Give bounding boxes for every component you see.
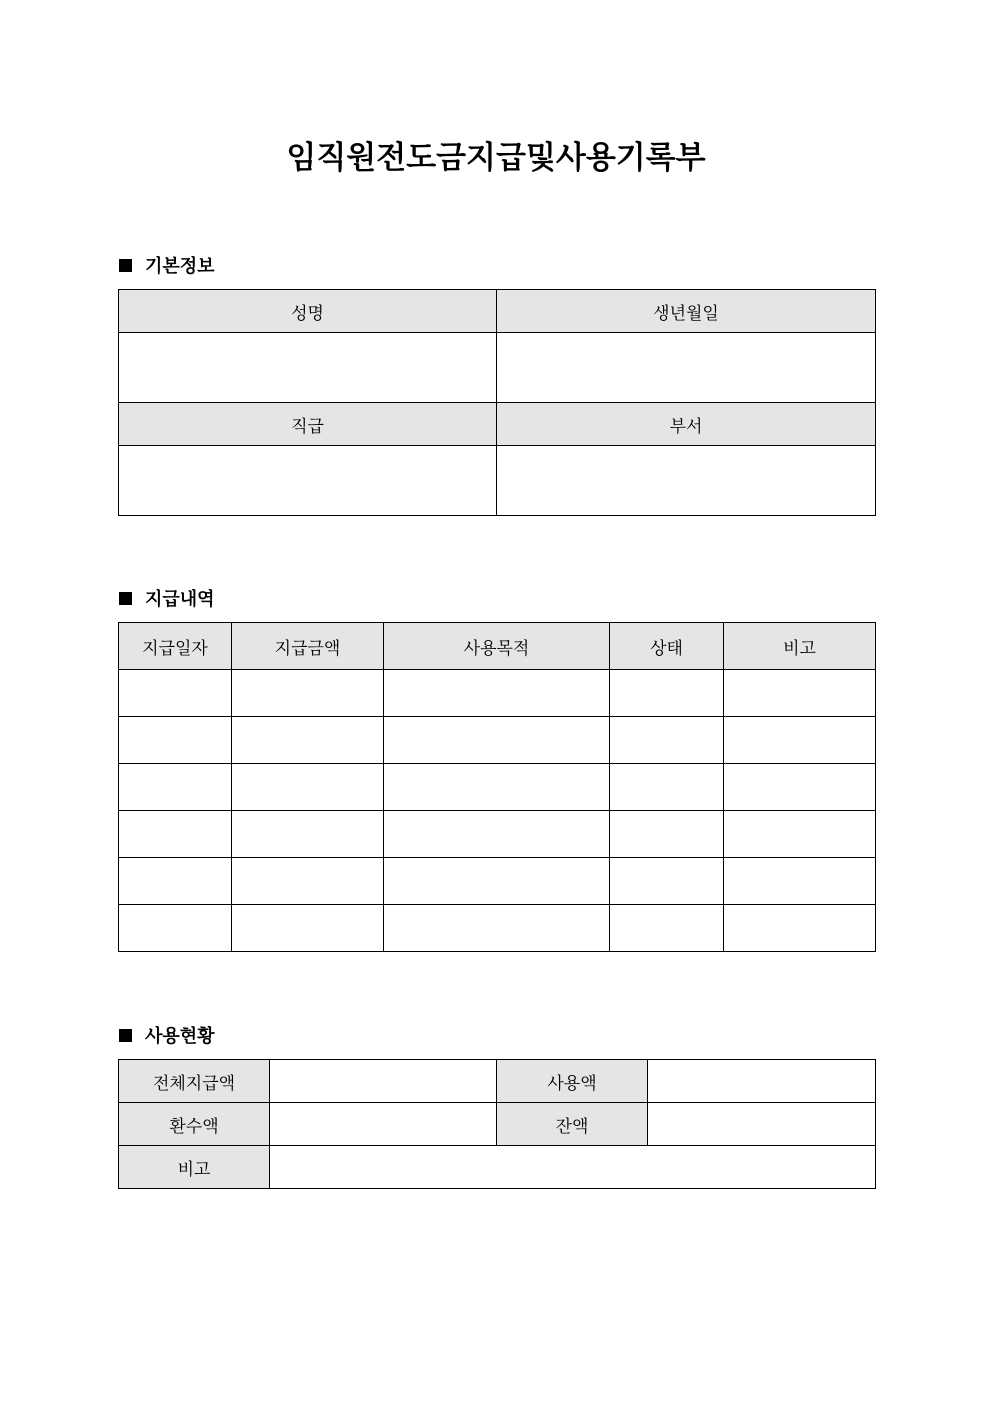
table-cell[interactable]	[384, 764, 610, 811]
table-row	[119, 858, 876, 905]
table-row	[119, 905, 876, 952]
table-cell[interactable]	[119, 905, 232, 952]
name-label: 성명	[119, 290, 497, 333]
balance-field[interactable]	[648, 1103, 876, 1146]
note-label: 비고	[119, 1146, 270, 1189]
square-bullet-icon	[119, 1029, 132, 1042]
table-cell[interactable]	[384, 811, 610, 858]
column-header: 비고	[724, 623, 876, 670]
table-cell[interactable]	[724, 717, 876, 764]
table-cell[interactable]	[610, 764, 724, 811]
total-paid-label: 전체지급액	[119, 1060, 270, 1103]
column-header: 사용목적	[384, 623, 610, 670]
table-cell[interactable]	[610, 811, 724, 858]
column-header: 지급일자	[119, 623, 232, 670]
table-row	[119, 717, 876, 764]
section-heading-basic-label: 기본정보	[145, 256, 215, 277]
birth-label: 생년월일	[497, 290, 876, 333]
table-cell[interactable]	[384, 858, 610, 905]
balance-label: 잔액	[497, 1103, 648, 1146]
column-header: 상태	[610, 623, 724, 670]
table-cell[interactable]	[610, 905, 724, 952]
square-bullet-icon	[119, 259, 132, 272]
section-heading-basic	[119, 253, 215, 277]
table-cell[interactable]	[724, 905, 876, 952]
returned-amount-label: 환수액	[119, 1103, 270, 1146]
table-cell[interactable]	[119, 717, 232, 764]
column-header: 지급금액	[232, 623, 384, 670]
table-cell[interactable]	[119, 764, 232, 811]
basic-info-table	[118, 289, 876, 516]
table-cell[interactable]	[119, 670, 232, 717]
section-heading-usage-label: 사용현황	[145, 1026, 215, 1047]
table-cell[interactable]	[610, 858, 724, 905]
table-cell[interactable]	[232, 811, 384, 858]
payment-header-row	[119, 623, 876, 670]
table-cell[interactable]	[384, 717, 610, 764]
department-field[interactable]	[497, 446, 876, 516]
usage-table	[118, 1059, 876, 1189]
name-field[interactable]	[119, 333, 497, 403]
section-heading-usage	[119, 1023, 215, 1047]
position-field[interactable]	[119, 446, 497, 516]
table-cell[interactable]	[724, 858, 876, 905]
department-label: 부서	[497, 403, 876, 446]
table-cell[interactable]	[232, 670, 384, 717]
used-amount-field[interactable]	[648, 1060, 876, 1103]
total-paid-field[interactable]	[270, 1060, 497, 1103]
table-cell[interactable]	[232, 858, 384, 905]
table-cell[interactable]	[119, 811, 232, 858]
birth-field[interactable]	[497, 333, 876, 403]
table-cell[interactable]	[610, 670, 724, 717]
note-field[interactable]	[270, 1146, 876, 1189]
returned-amount-field[interactable]	[270, 1103, 497, 1146]
table-cell[interactable]	[724, 811, 876, 858]
table-row	[119, 670, 876, 717]
table-cell[interactable]	[610, 717, 724, 764]
table-cell[interactable]	[232, 905, 384, 952]
table-cell[interactable]	[384, 905, 610, 952]
square-bullet-icon	[119, 592, 132, 605]
table-cell[interactable]	[384, 670, 610, 717]
position-label: 직급	[119, 403, 497, 446]
table-cell[interactable]	[724, 764, 876, 811]
used-amount-label: 사용액	[497, 1060, 648, 1103]
table-row	[119, 811, 876, 858]
table-cell[interactable]	[232, 717, 384, 764]
table-row	[119, 764, 876, 811]
document-title: 임직원전도금지급및사용기록부	[286, 140, 706, 176]
table-cell[interactable]	[119, 858, 232, 905]
section-heading-payment-label: 지급내역	[145, 589, 215, 610]
payment-table	[118, 622, 876, 952]
section-heading-payment	[119, 586, 215, 610]
table-cell[interactable]	[232, 764, 384, 811]
table-cell[interactable]	[724, 670, 876, 717]
